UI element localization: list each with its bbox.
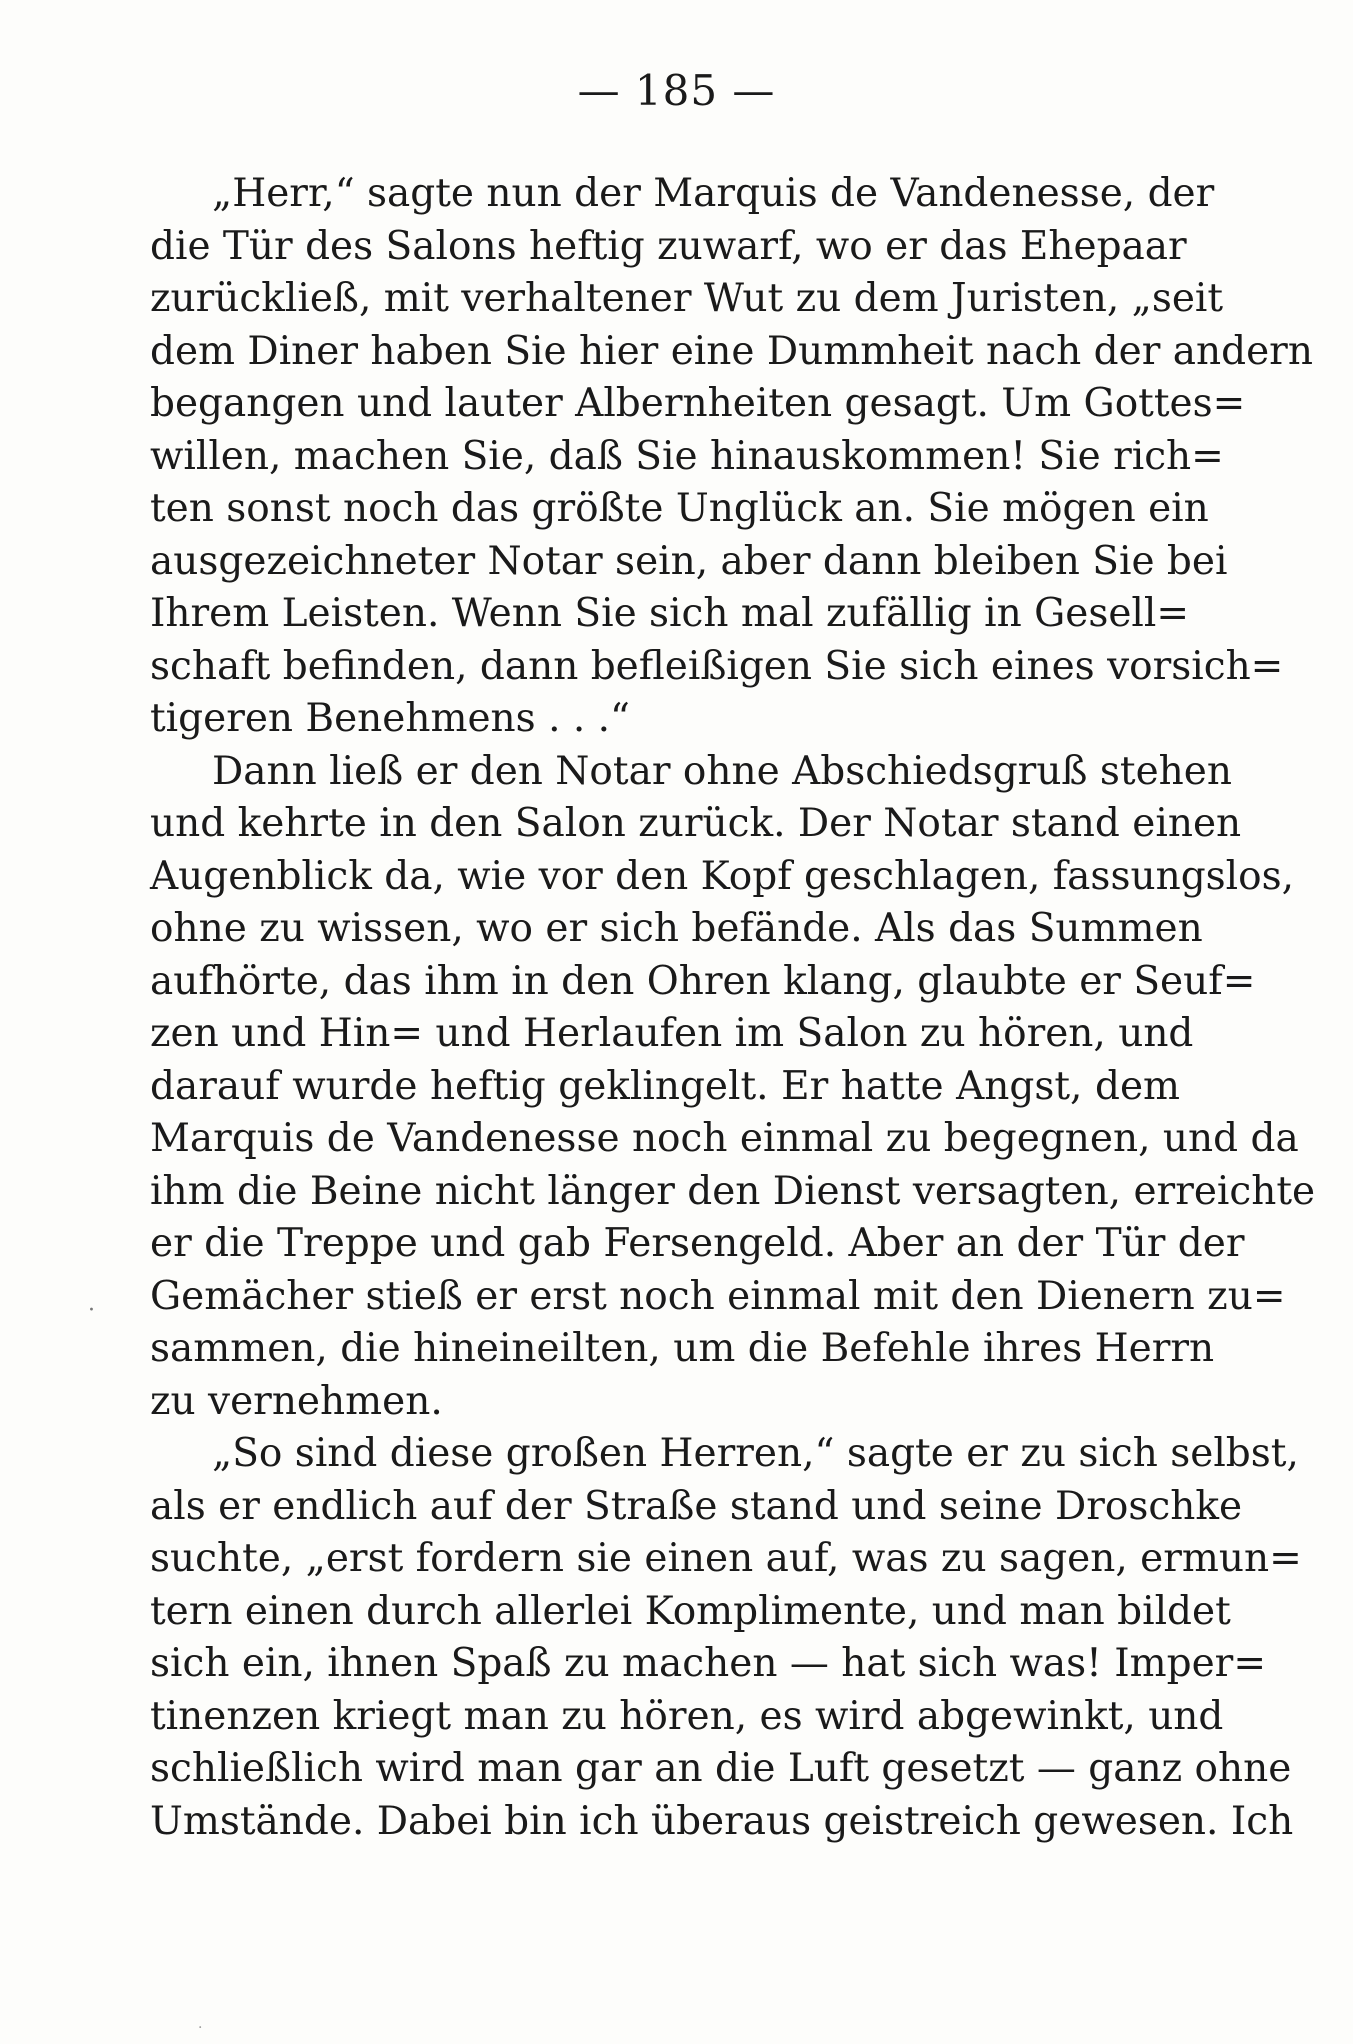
- text-line: ten sonst noch das größte Unglück an. Sie mögen ein: [150, 486, 1209, 531]
- text-line: Marquis de Vandenesse noch einmal zu begegnen, und da: [150, 1116, 1299, 1161]
- text-line: schaft befinden, dann befleißigen Sie sich eines vorsich=: [150, 643, 1284, 689]
- text-line: begangen und lauter Albernheiten gesagt. Um Gottes=: [150, 381, 1246, 426]
- text-line: dem Diner haben Sie hier eine Dummheit nach der andern: [150, 328, 1313, 374]
- text-line: ohne zu wissen, wo er sich befände. Als das Summen: [150, 906, 1203, 951]
- text-line: tern einen durch allerlei Komplimente, und man bildet: [150, 1588, 1231, 1634]
- body-text: [150, 168, 1316, 1848]
- text-line: als er endlich auf der Straße stand und seine Droschke: [150, 1483, 1243, 1529]
- text-line: tigeren Benehmens . . .“: [150, 696, 630, 741]
- text-line: Augenblick da, wie vor den Kopf geschlagen, fassungslos,: [150, 853, 1295, 899]
- text-line: Dann ließ er den Notar ohne Abschiedsgruß stehen: [212, 748, 1232, 794]
- text-line: und kehrte in den Salon zurück. Der Notar stand einen: [150, 801, 1242, 846]
- text-line: Umstände. Dabei bin ich überaus geistreich gewesen. Ich: [150, 1798, 1294, 1844]
- text-line: Ihrem Leisten. Wenn Sie sich mal zufällig in Gesell=: [150, 591, 1190, 636]
- text-line: sammen, die hineineilten, um die Befehle ihres Herrn: [150, 1326, 1215, 1371]
- text-line: ihm die Beine nicht länger den Dienst versagten, erreichte: [150, 1168, 1316, 1214]
- text-line: zurückließ, mit verhaltener Wut zu dem Juristen, „seit: [150, 276, 1224, 321]
- text-line: tinenzen kriegt man zu hören, es wird abgewinkt, und: [150, 1693, 1224, 1739]
- margin-speck: ·: [88, 1298, 95, 1323]
- text-line: zen und Hin= und Herlaufen im Salon zu hören, und: [150, 1011, 1194, 1056]
- page-number: — 185 —: [577, 66, 776, 115]
- text-line: die Tür des Salons heftig zuwarf, wo er das Ehepaar: [150, 223, 1187, 269]
- text-line: er die Treppe und gab Fersengeld. Aber an der Tür der: [150, 1221, 1245, 1266]
- text-line: ausgezeichneter Notar sein, aber dann bleiben Sie bei: [150, 538, 1228, 584]
- bottom-speck: ·: [198, 2020, 203, 2036]
- text-line: schließlich wird man gar an die Luft gesetzt — ganz ohne: [150, 1746, 1292, 1791]
- text-line: darauf wurde heftig geklingelt. Er hatte Angst, dem: [150, 1063, 1180, 1109]
- text-line: „So sind diese großen Herren,“ sagte er zu sich selbst,: [212, 1431, 1299, 1476]
- text-line: suchte, „erst fordern sie einen auf, was zu sagen, ermun=: [150, 1536, 1302, 1581]
- text-line: willen, machen Sie, daß Sie hinauskommen! Sie rich=: [150, 433, 1224, 479]
- text-line: Gemächer stieß er erst noch einmal mit den Dienern zu=: [150, 1273, 1286, 1319]
- text-line: zu vernehmen.: [150, 1378, 443, 1424]
- text-line: sich ein, ihnen Spaß zu machen — hat sich was! Imper=: [150, 1641, 1266, 1686]
- text-line: aufhörte, das ihm in den Ohren klang, glaubte er Seuf=: [150, 958, 1256, 1004]
- text-line: „Herr,“ sagte nun der Marquis de Vandenesse, der: [212, 171, 1215, 216]
